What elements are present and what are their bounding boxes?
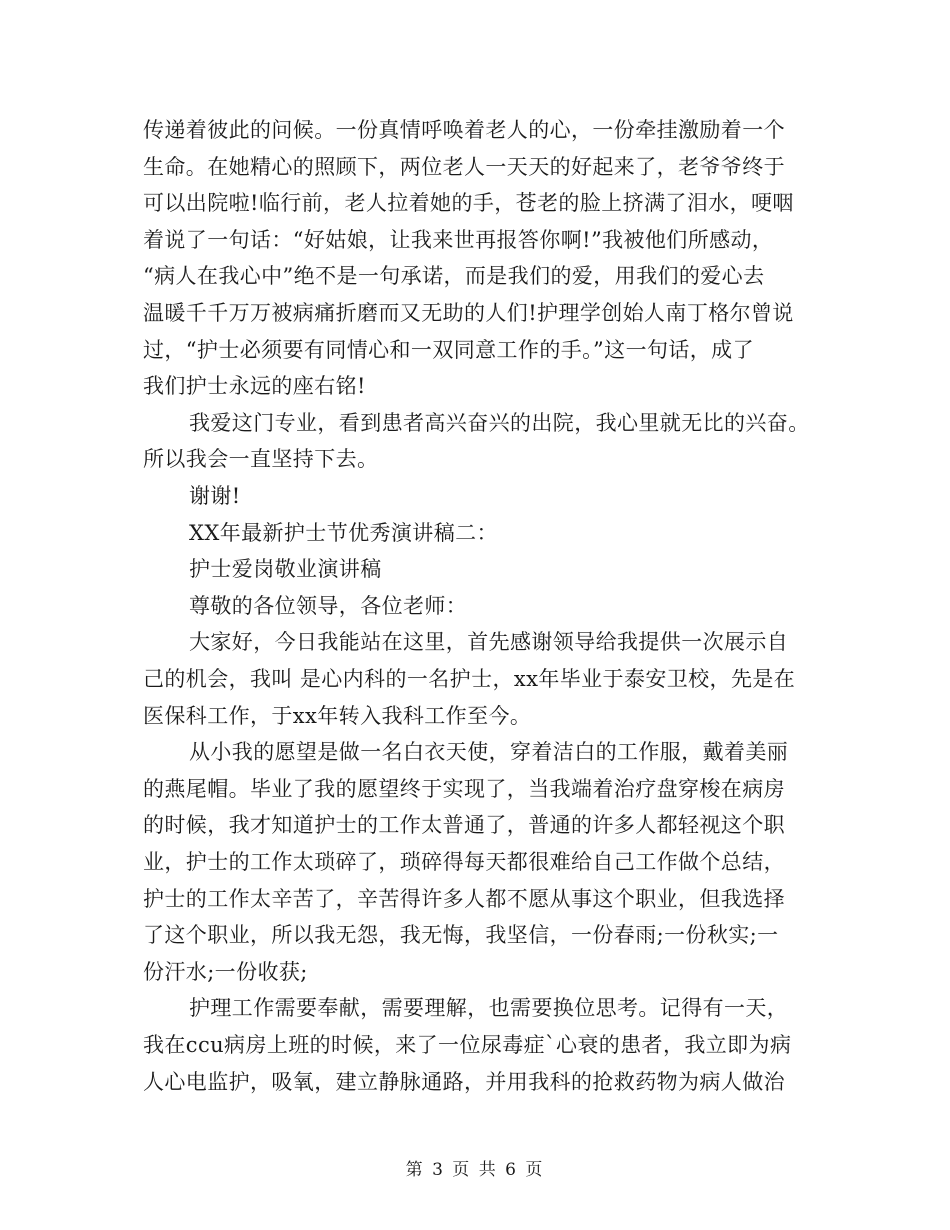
text-line: 温暖千千万万被病痛折磨而又无助的人们!护理学创始人南丁格尔曾说	[143, 301, 794, 325]
text-line: 人心电监护，吸氧，建立静脉通路，并用我科的抢救药物为病人做治	[143, 1069, 785, 1094]
text-line: 我们护士永远的座右铭!	[143, 374, 366, 399]
page-footer: 第 3 页 共 6 页	[405, 1160, 545, 1180]
text-line: 护士的工作太辛苦了，辛苦得许多人都不愿从事这个职业，但我选择	[143, 886, 785, 911]
text-line: 业，护士的工作太琐碎了，琐碎得每天都很难给自己工作做个总结，	[143, 850, 785, 874]
text-line: 生命。在她精心的照顾下，两位老人一天天的好起来了，老爷爷终于	[143, 154, 785, 179]
text-line: 医保科工作，于xx年转入我科工作至今。	[143, 703, 532, 728]
text-line: 我爱这门专业，看到患者高兴奋兴的出院，我心里就无比的兴奋。	[189, 410, 810, 435]
text-line: 护理工作需要奉献，需要理解，也需要换位思考。记得有一天，	[189, 996, 789, 1021]
text-line: 谢谢!	[189, 484, 241, 508]
text-line: 的燕尾帽。毕业了我的愿望终于实现了，当我端着治疗盘穿梭在病房	[143, 776, 785, 801]
text-line: 传递着彼此的问候。一份真情呼唤着老人的心，一份牵挂激励着一个	[143, 118, 785, 142]
text-line: 我在ccu病房上班的时候，来了一位尿毒症`心衰的患者，我立即为病	[143, 1033, 792, 1057]
text-line: 过，“护士必须要有同情心和一双同意工作的手。”这一句话，成了	[143, 337, 754, 362]
text-line: 所以我会一直坚持下去。	[143, 447, 379, 472]
text-line: “病人在我心中”绝不是一句承诺，而是我们的爱，用我们的爱心去	[143, 264, 765, 289]
text-line: 大家好，今日我能站在这里，首先感谢领导给我提供一次展示自	[189, 630, 789, 655]
text-line: 了这个职业，所以我无怨，我无悔，我坚信，一份春雨;一份秋实;一	[143, 923, 779, 948]
text-line: 己的机会，我叫 是心内科的一名护士，xx年毕业于泰安卫校，先是在	[143, 667, 796, 691]
text-line: 护士爱岗敬业演讲稿	[189, 557, 382, 582]
text-line: 从小我的愿望是做一名白衣天使，穿着洁白的工作服，戴着美丽	[189, 740, 789, 765]
text-line: 份汗水;一份收获;	[143, 959, 308, 984]
text-line: 可以出院啦!临行前，老人拉着她的手，苍老的脸上挤满了泪水，哽咽	[143, 191, 794, 216]
text-line: 着说了一句话：“好姑娘，让我来世再报答你啊!”我被他们所感动，	[143, 227, 774, 252]
text-line: XX年最新护士节优秀演讲稿二：	[189, 520, 498, 545]
text-line: 尊敬的各位领导，各位老师：	[189, 593, 468, 618]
text-line: 的时候，我才知道护士的工作太普通了，普通的许多人都轻视这个职	[143, 813, 785, 838]
